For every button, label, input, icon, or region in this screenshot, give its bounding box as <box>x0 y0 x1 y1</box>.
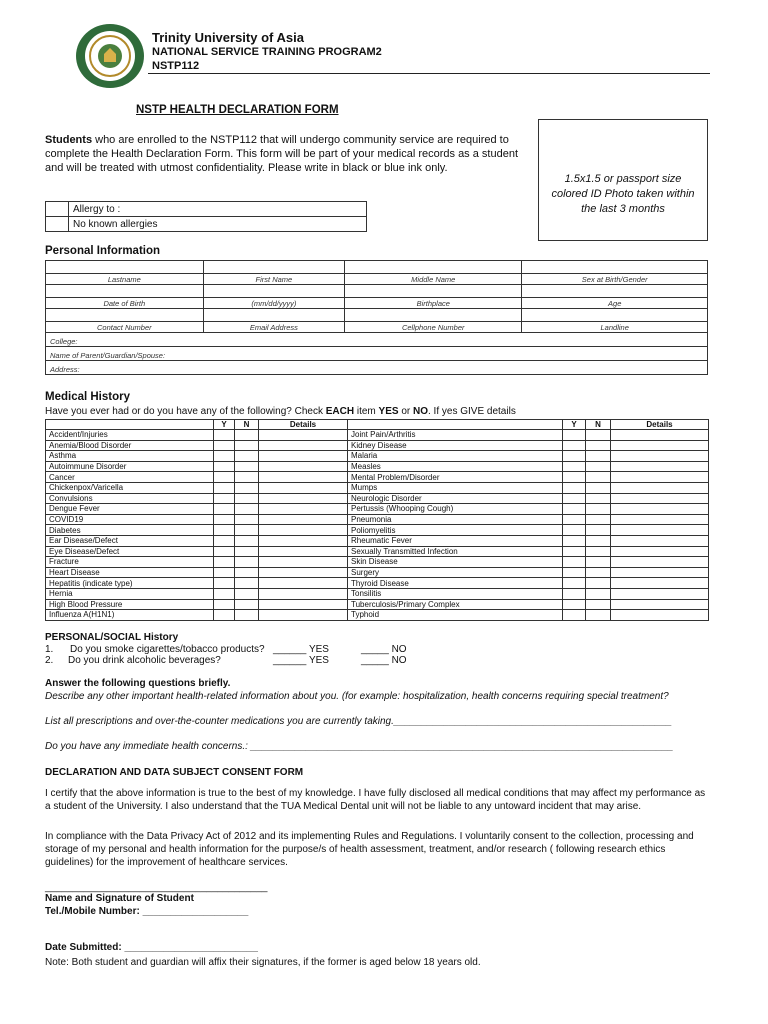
details-left[interactable] <box>259 493 348 504</box>
lastname-field[interactable] <box>46 261 204 274</box>
y-checkbox-left[interactable] <box>214 451 235 462</box>
age-field[interactable] <box>522 285 708 298</box>
y-checkbox-right[interactable] <box>563 514 586 525</box>
n-checkbox-right[interactable] <box>586 472 611 483</box>
n-checkbox-right[interactable] <box>586 440 611 451</box>
instr-no: NO <box>413 406 428 417</box>
declaration-paragraph-1: I certify that the above information is true to the best of my knowledge. I have fully disclosed all medical conditions that may affect my performance as a student of the University. I also understand that the TUA Medical Dental unit will not be liable to any untoward incident that may arise. <box>45 788 706 812</box>
question-health-info[interactable]: Describe any other important health-related information about you. (for example: hospitalization, health concerns requiring special treatment? <box>45 691 669 702</box>
y-checkbox-left[interactable] <box>214 461 235 472</box>
medical-history-heading: Medical History <box>45 391 130 403</box>
y-checkbox-right[interactable] <box>563 610 586 621</box>
y-checkbox-left[interactable] <box>214 514 235 525</box>
n-checkbox-right[interactable] <box>586 546 611 557</box>
age-label: Age <box>522 298 708 309</box>
condition-right: Skin Disease <box>348 557 563 568</box>
details-right[interactable] <box>611 567 709 578</box>
photo-box[interactable] <box>538 119 708 241</box>
n-checkbox-right[interactable] <box>586 578 611 589</box>
social-q1-text: Do you smoke cigarettes/tobacco products? <box>70 644 265 655</box>
table-row <box>46 578 709 589</box>
y-checkbox-right[interactable] <box>563 451 586 462</box>
left-details-header: Details <box>259 420 348 430</box>
social-q2-yes[interactable]: ______ YES <box>273 655 329 666</box>
table-row <box>46 588 709 599</box>
n-checkbox-left[interactable] <box>235 493 259 504</box>
social-q1-no[interactable]: _____ NO <box>361 644 407 655</box>
condition-right: Surgery <box>348 567 563 578</box>
y-checkbox-right[interactable] <box>563 461 586 472</box>
details-left[interactable] <box>259 472 348 483</box>
instr-yes: YES <box>378 406 399 417</box>
details-left[interactable] <box>259 610 348 621</box>
table-row <box>46 525 709 536</box>
n-checkbox-left[interactable] <box>235 610 259 621</box>
details-left[interactable] <box>259 461 348 472</box>
details-right[interactable] <box>611 588 709 599</box>
details-left[interactable] <box>259 430 348 441</box>
y-checkbox-left[interactable] <box>214 546 235 557</box>
left-condition-header <box>46 420 214 430</box>
y-checkbox-right[interactable] <box>563 535 586 546</box>
details-right[interactable] <box>611 557 709 568</box>
details-left[interactable] <box>259 525 348 536</box>
y-checkbox-right[interactable] <box>563 599 586 610</box>
details-left[interactable] <box>259 599 348 610</box>
table-row <box>46 546 709 557</box>
y-checkbox-left[interactable] <box>214 472 235 483</box>
signature-name-label: Name and Signature of Student <box>45 893 194 904</box>
y-checkbox-left[interactable] <box>214 588 235 599</box>
condition-left: Autoimmune Disorder <box>46 461 214 472</box>
y-checkbox-right[interactable] <box>563 578 586 589</box>
condition-right: Pneumonia <box>348 514 563 525</box>
instr-part: . If yes GIVE details <box>428 406 516 417</box>
signature-line[interactable]: ________________________________________ <box>45 882 268 893</box>
y-checkbox-left[interactable] <box>214 440 235 451</box>
details-left[interactable] <box>259 546 348 557</box>
details-left[interactable] <box>259 451 348 462</box>
n-checkbox-right[interactable] <box>586 430 611 441</box>
details-right[interactable] <box>611 430 709 441</box>
questions-heading: Answer the following questions briefly. <box>45 678 231 689</box>
condition-left: Cancer <box>46 472 214 483</box>
medical-history-instruction <box>45 406 516 417</box>
parent-field[interactable]: Name of Parent/Guardian/Spouse: <box>46 347 708 361</box>
cellphone-label: Cellphone Number <box>345 322 522 333</box>
contact-field[interactable] <box>46 309 204 322</box>
n-checkbox-right[interactable] <box>586 451 611 462</box>
social-q2-text: Do you drink alcoholic beverages? <box>68 655 221 666</box>
condition-right: Pertussis (Whooping Cough) <box>348 504 563 515</box>
birthplace-label: Birthplace <box>345 298 522 309</box>
y-checkbox-right[interactable] <box>563 472 586 483</box>
no-allergy-checkbox[interactable] <box>46 217 69 232</box>
condition-right: Tuberculosis/Primary Complex <box>348 599 563 610</box>
condition-right: Kidney Disease <box>348 440 563 451</box>
details-right[interactable] <box>611 440 709 451</box>
details-right[interactable] <box>611 525 709 536</box>
social-history-heading: PERSONAL/SOCIAL History <box>45 632 179 643</box>
table-row <box>46 599 709 610</box>
y-checkbox-right[interactable] <box>563 588 586 599</box>
condition-right: Mumps <box>348 482 563 493</box>
details-left[interactable] <box>259 567 348 578</box>
dob-format-label: (mm/dd/yyyy) <box>203 298 344 309</box>
y-checkbox-right[interactable] <box>563 567 586 578</box>
n-checkbox-right[interactable] <box>586 482 611 493</box>
table-row <box>46 472 709 483</box>
condition-left: COVID19 <box>46 514 214 525</box>
n-checkbox-left[interactable] <box>235 557 259 568</box>
y-checkbox-right[interactable] <box>563 525 586 536</box>
table-row <box>46 482 709 493</box>
y-checkbox-left[interactable] <box>214 535 235 546</box>
details-left[interactable] <box>259 557 348 568</box>
firstname-field[interactable] <box>203 261 344 274</box>
n-checkbox-left[interactable] <box>235 514 259 525</box>
allergy-table <box>45 201 367 232</box>
guardian-note: Note: Both student and guardian will affix their signatures, if the former is aged below 18 years old. <box>45 957 481 968</box>
no-known-allergies-label: No known allergies <box>69 217 367 232</box>
y-checkbox-right[interactable] <box>563 504 586 515</box>
middlename-label: Middle Name <box>345 274 522 285</box>
condition-left: Eye Disease/Defect <box>46 546 214 557</box>
table-row <box>46 557 709 568</box>
condition-left: Influenza A(H1N1) <box>46 610 214 621</box>
details-left[interactable] <box>259 504 348 515</box>
condition-right: Neurologic Disorder <box>348 493 563 504</box>
details-left[interactable] <box>259 514 348 525</box>
email-field[interactable] <box>203 309 344 322</box>
medical-history-header <box>46 420 709 430</box>
n-checkbox-right[interactable] <box>586 588 611 599</box>
y-checkbox-left[interactable] <box>214 430 235 441</box>
table-row <box>46 440 709 451</box>
lastname-label: Lastname <box>46 274 204 285</box>
social-q1-num: 1. <box>45 644 54 655</box>
y-checkbox-left[interactable] <box>214 493 235 504</box>
social-q1-yes[interactable]: ______ YES <box>273 644 329 655</box>
firstname-label: First Name <box>203 274 344 285</box>
medical-history-rows <box>46 430 709 621</box>
left-n-header: N <box>235 420 259 430</box>
instr-each: EACH <box>325 406 355 417</box>
y-checkbox-left[interactable] <box>214 610 235 621</box>
left-y-header: Y <box>214 420 235 430</box>
middlename-field[interactable] <box>345 261 522 274</box>
n-checkbox-left[interactable] <box>235 430 259 441</box>
question-health-concerns[interactable]: Do you have any immediate health concerns.: ____________________________________________________________________________ <box>45 741 674 752</box>
condition-left: Hernia <box>46 588 214 599</box>
condition-right: Tonsilitis <box>348 588 563 599</box>
y-checkbox-left[interactable] <box>214 525 235 536</box>
table-row <box>46 451 709 462</box>
condition-right: Measles <box>348 461 563 472</box>
condition-right: Typhoid <box>348 610 563 621</box>
y-checkbox-left[interactable] <box>214 578 235 589</box>
right-condition-header <box>348 420 563 430</box>
condition-left: High Blood Pressure <box>46 599 214 610</box>
university-name: Trinity University of Asia <box>152 30 304 45</box>
sex-label: Sex at Birth/Gender <box>522 274 708 285</box>
condition-right: Malaria <box>348 451 563 462</box>
condition-left: Fracture <box>46 557 214 568</box>
y-checkbox-right[interactable] <box>563 430 586 441</box>
program-name: NATIONAL SERVICE TRAINING PROGRAM2 <box>152 46 382 58</box>
allergy-row <box>46 202 367 217</box>
n-checkbox-left[interactable] <box>235 535 259 546</box>
college-field[interactable]: College: <box>46 333 708 347</box>
n-checkbox-left[interactable] <box>235 504 259 515</box>
condition-left: Diabetes <box>46 525 214 536</box>
n-checkbox-left[interactable] <box>235 525 259 536</box>
y-checkbox-left[interactable] <box>214 504 235 515</box>
condition-right: Thyroid Disease <box>348 578 563 589</box>
course-code: NSTP112 <box>152 60 200 72</box>
table-row <box>46 461 709 472</box>
medical-history-table <box>45 419 709 621</box>
social-q2-no[interactable]: _____ NO <box>361 655 407 666</box>
details-left[interactable] <box>259 440 348 451</box>
right-details-header: Details <box>611 420 709 430</box>
condition-left: Heart Disease <box>46 567 214 578</box>
details-right[interactable] <box>611 504 709 515</box>
form-title: NSTP HEALTH DECLARATION FORM <box>136 104 339 116</box>
details-left[interactable] <box>259 578 348 589</box>
sex-field[interactable] <box>522 261 708 274</box>
table-row <box>46 493 709 504</box>
condition-right: Mental Problem/Disorder <box>348 472 563 483</box>
y-checkbox-right[interactable] <box>563 440 586 451</box>
n-checkbox-right[interactable] <box>586 461 611 472</box>
details-right[interactable] <box>611 461 709 472</box>
condition-right: Sexually Transmitted Infection <box>348 546 563 557</box>
university-seal-icon <box>76 24 144 88</box>
details-right[interactable] <box>611 451 709 462</box>
y-checkbox-right[interactable] <box>563 546 586 557</box>
details-right[interactable] <box>611 535 709 546</box>
y-checkbox-left[interactable] <box>214 482 235 493</box>
details-right[interactable] <box>611 546 709 557</box>
condition-left: Convulsions <box>46 493 214 504</box>
photo-box-instructions: 1.5x1.5 or passport size colored ID Photo taken within the last 3 months <box>551 173 695 215</box>
date-submitted-label[interactable]: Date Submitted: ________________________ <box>45 942 258 953</box>
y-checkbox-right[interactable] <box>563 557 586 568</box>
n-checkbox-right[interactable] <box>586 567 611 578</box>
declaration-heading: DECLARATION AND DATA SUBJECT CONSENT FORM <box>45 767 304 778</box>
header-divider <box>148 73 710 74</box>
y-checkbox-right[interactable] <box>563 482 586 493</box>
address-field[interactable]: Address: <box>46 361 708 375</box>
instr-part: item <box>354 406 379 417</box>
dob-field[interactable] <box>46 285 204 298</box>
n-checkbox-left[interactable] <box>235 567 259 578</box>
n-checkbox-right[interactable] <box>586 504 611 515</box>
intro-text: who are enrolled to the NSTP112 that will undergo community service are required to complete the Health Declaration Form. This form will be part of your medical records as a student and will be treated with utmost confidentiality. Please write in black or blue ink only. <box>45 134 518 174</box>
n-checkbox-right[interactable] <box>586 557 611 568</box>
right-y-header: Y <box>563 420 586 430</box>
n-checkbox-right[interactable] <box>586 610 611 621</box>
dob-format-field[interactable] <box>203 285 344 298</box>
n-checkbox-right[interactable] <box>586 525 611 536</box>
personal-info-heading: Personal Information <box>45 245 161 257</box>
allergy-checkbox[interactable] <box>46 202 69 217</box>
allergy-to-label: Allergy to : <box>69 202 367 217</box>
cellphone-field[interactable] <box>345 309 522 322</box>
details-right[interactable] <box>611 472 709 483</box>
instr-part: Have you ever had or do you have any of the following? Check <box>45 406 326 417</box>
signature-tel-label[interactable]: Tel./Mobile Number: ___________________ <box>45 906 249 917</box>
personal-info-table <box>45 260 708 375</box>
details-right[interactable] <box>611 610 709 621</box>
condition-right: Rheumatic Fever <box>348 535 563 546</box>
n-checkbox-left[interactable] <box>235 599 259 610</box>
declaration-paragraph-2: In compliance with the Data Privacy Act of 2012 and its implementing Rules and Regulations. I voluntarily consent to the collection, processing and storage of my personal and health information for the purpose/s of health assessment, treatment, and/or research ( following research ethics guidelines) for the improvement of healthcare services. <box>45 831 694 868</box>
details-right[interactable] <box>611 514 709 525</box>
condition-left: Anemia/Blood Disorder <box>46 440 214 451</box>
right-n-header: N <box>586 420 611 430</box>
n-checkbox-left[interactable] <box>235 578 259 589</box>
question-medications[interactable]: List all prescriptions and over-the-counter medications you are currently taking.__________________________________________________ <box>45 716 672 727</box>
table-row <box>46 567 709 578</box>
condition-right: Poliomyelitis <box>348 525 563 536</box>
birthplace-field[interactable] <box>345 285 522 298</box>
table-row <box>46 610 709 621</box>
details-right[interactable] <box>611 578 709 589</box>
no-allergy-row <box>46 217 367 232</box>
landline-field[interactable] <box>522 309 708 322</box>
social-q2-num: 2. <box>45 655 54 666</box>
table-row <box>46 504 709 515</box>
n-checkbox-right[interactable] <box>586 535 611 546</box>
n-checkbox-left[interactable] <box>235 482 259 493</box>
condition-left: Accident/Injuries <box>46 430 214 441</box>
table-row <box>46 514 709 525</box>
details-left[interactable] <box>259 535 348 546</box>
table-row <box>46 535 709 546</box>
condition-left: Hepatitis (indicate type) <box>46 578 214 589</box>
n-checkbox-left[interactable] <box>235 588 259 599</box>
n-checkbox-left[interactable] <box>235 461 259 472</box>
condition-right: Joint Pain/Arthritis <box>348 430 563 441</box>
condition-left: Chickenpox/Varicella <box>46 482 214 493</box>
y-checkbox-left[interactable] <box>214 567 235 578</box>
intro-paragraph <box>45 133 530 175</box>
y-checkbox-left[interactable] <box>214 557 235 568</box>
y-checkbox-right[interactable] <box>563 493 586 504</box>
y-checkbox-left[interactable] <box>214 599 235 610</box>
email-label: Email Address <box>203 322 344 333</box>
dob-label: Date of Birth <box>46 298 204 309</box>
condition-left: Ear Disease/Defect <box>46 535 214 546</box>
table-row <box>46 430 709 441</box>
instr-part: or <box>398 406 413 417</box>
details-left[interactable] <box>259 588 348 599</box>
n-checkbox-right[interactable] <box>586 493 611 504</box>
n-checkbox-left[interactable] <box>235 440 259 451</box>
n-checkbox-left[interactable] <box>235 451 259 462</box>
condition-left: Asthma <box>46 451 214 462</box>
details-right[interactable] <box>611 493 709 504</box>
details-right[interactable] <box>611 599 709 610</box>
details-right[interactable] <box>611 482 709 493</box>
condition-left: Dengue Fever <box>46 504 214 515</box>
n-checkbox-left[interactable] <box>235 546 259 557</box>
n-checkbox-left[interactable] <box>235 472 259 483</box>
n-checkbox-right[interactable] <box>586 599 611 610</box>
intro-bold-lead: Students <box>45 134 93 146</box>
landline-label: Landline <box>522 322 708 333</box>
contact-label: Contact Number <box>46 322 204 333</box>
details-left[interactable] <box>259 482 348 493</box>
n-checkbox-right[interactable] <box>586 514 611 525</box>
